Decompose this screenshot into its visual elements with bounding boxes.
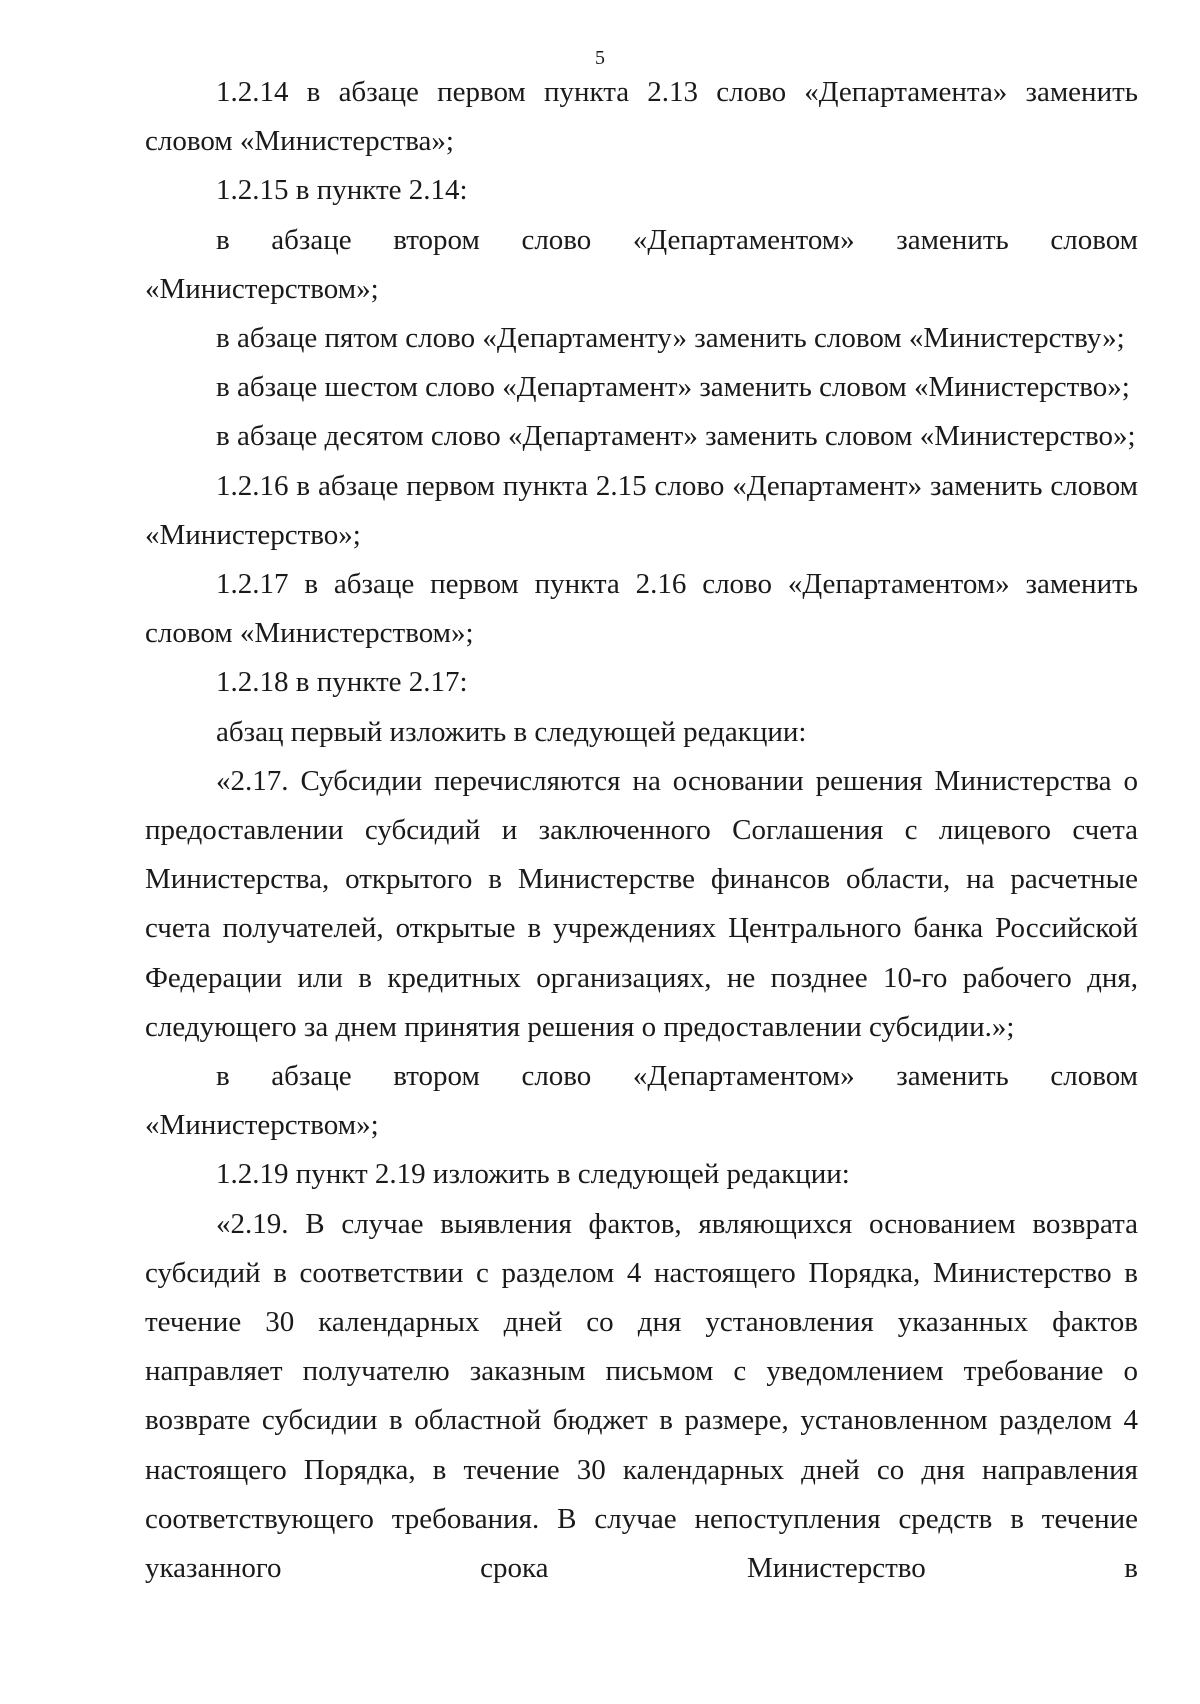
paragraph-1-2-18: 1.2.18 в пункте 2.17: xyxy=(216,666,468,699)
paragraph-2-17-quote: «2.17. Субсидии перечисляются на основании решения Министерства о предоставлении субсидий и заключенного Соглашения с лицевого счета Министерства, открытого в Министерстве финансов области, на расчетные счета получателей, открытые в учреждениях Центрального банка Российской Федерации или в кредитных организациях, не позднее 10-го рабочего дня, следующего за днем принятия решения о предоставлении субсидии.»; xyxy=(145,764,1138,1043)
paragraph-1-2-16: 1.2.16 в абзаце первом пункта 2.15 слово «Департамент» заменить словом «Министерство»; xyxy=(145,469,1138,551)
paragraph-abzac-vtorom-2: в абзаце втором слово «Департаментом» заменить словом «Министерством»; xyxy=(145,1060,1138,1142)
paragraph-1-2-17: 1.2.17 в абзаце первом пункта 2.16 слово «Департаментом» заменить словом «Министерством»; xyxy=(145,568,1138,650)
paragraph-1-2-15: 1.2.15 в пункте 2.14: xyxy=(216,174,468,207)
paragraph-1-2-14: 1.2.14 в абзаце первом пункта 2.13 слово «Департамента» заменить словом «Министерства»; xyxy=(145,76,1138,158)
paragraph-1-2-19: 1.2.19 пункт 2.19 изложить в следующей редакции: xyxy=(216,1158,850,1191)
paragraph-abzac-pervyi: абзац первый изложить в следующей редакции: xyxy=(216,715,807,748)
paragraph-2-19-quote: «2.19. В случае выявления фактов, являющихся основанием возврата субсидий в соответствии с разделом 4 настоящего Порядка, Министерство в течение 30 календарных дней со дня установления указанных фактов направляет получателю заказным письмом с уведомлением требование о возврате субсидии в областной бюджет в размере, установленном разделом 4 настоящего Порядка, в течение 30 календарных дней со дня направления соответствующего требования. В случае непоступления средств в течение указанного срока Министерство в xyxy=(145,1207,1138,1585)
paragraph-abzac-vtorom: в абзаце втором слово «Департаментом» заменить словом «Министерством»; xyxy=(145,223,1138,305)
paragraph-abzac-pyatom: в абзаце пятом слово «Департаменту» заменить словом «Министерству»; xyxy=(216,322,1125,355)
paragraph-abzac-shestom: в абзаце шестом слово «Департамент» заменить словом «Министерство»; xyxy=(216,371,1130,404)
page-number: 5 xyxy=(595,47,605,69)
document-body xyxy=(145,68,1138,1593)
paragraph-abzac-desyatom: в абзаце десятом слово «Департамент» заменить словом «Министерство»; xyxy=(216,420,1136,453)
